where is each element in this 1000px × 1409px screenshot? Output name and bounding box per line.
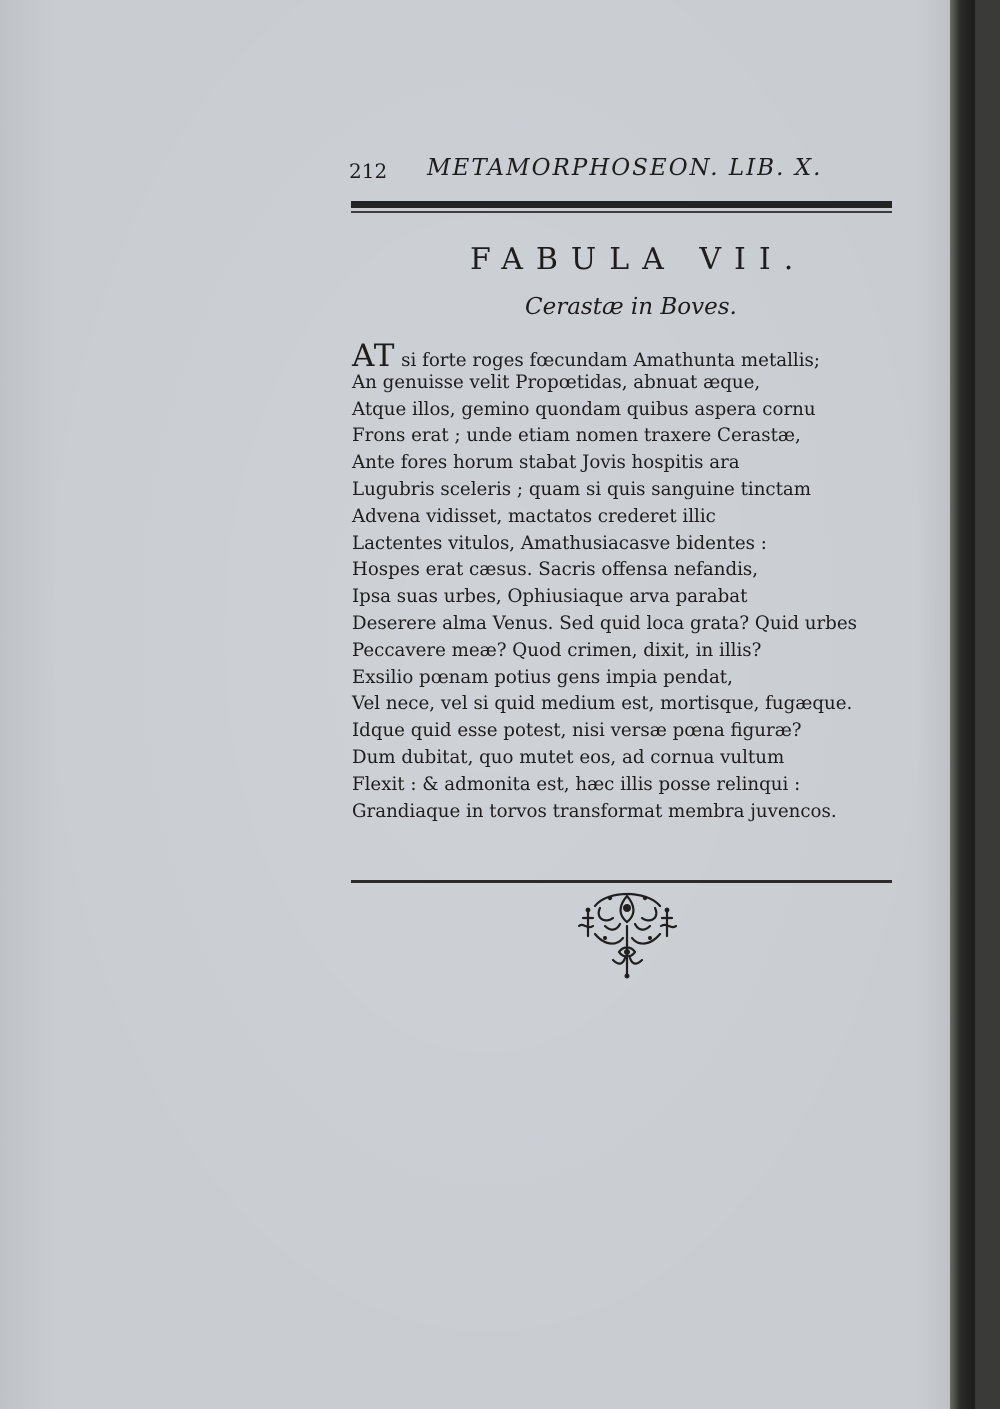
footer-rule: [351, 880, 892, 883]
verse-line: Ante fores horum stabat Jovis hospitis ara: [352, 452, 740, 474]
verse-line: Advena vidisset, mactatos crederet illic: [352, 505, 716, 527]
verse-line: Frons erat ; unde etiam nomen traxere Cerastæ,: [352, 425, 801, 447]
book-spine-shadow: [950, 0, 975, 1409]
fable-subtitle: Cerastæ in Boves.: [525, 294, 737, 320]
verse-line: Lactentes vitulos, Amathusiacasve bidentes :: [352, 532, 767, 554]
header-rule-thick: [351, 201, 892, 208]
floral-ornament-icon: [565, 886, 690, 981]
verse-text: si forte roges fœcundam Amathunta metallis;: [395, 350, 821, 371]
verse-line: Dum dubitat, quo mutet eos, ad cornua vultum: [352, 746, 785, 768]
fable-title: FABULA VII.: [470, 242, 807, 277]
verse-line: Flexit : & admonita est, hæc illis posse relinqui :: [352, 773, 801, 795]
page-number: 212: [349, 159, 388, 183]
verse-line: Exsilio pœnam potius gens impia pendat,: [352, 666, 733, 688]
header-rule-thin: [351, 211, 892, 213]
verse-line: Atque illos, gemino quondam quibus aspera cornu: [352, 398, 816, 420]
verse-line: Idque quid esse potest, nisi versæ pœna figuræ?: [352, 720, 802, 742]
verse-line: An genuisse velit Propœtidas, abnuat æque,: [352, 371, 761, 393]
drop-initial: AT: [352, 338, 396, 374]
verse-block: [352, 338, 872, 825]
verse-line: Lugubris sceleris ; quam si quis sanguine tinctam: [352, 478, 812, 500]
verse-line: Ipsa suas urbes, Ophiusiaque arva parabat: [352, 586, 748, 608]
verse-line: Deserere alma Venus. Sed quid loca grata? Quid urbes: [352, 612, 857, 634]
verse-line: Hospes erat cæsus. Sacris offensa nefandis,: [352, 559, 759, 581]
running-title: METAMORPHOSEON. LIB. X.: [427, 155, 823, 181]
verse-line: [352, 338, 872, 374]
verse-line: Peccavere meæ? Quod crimen, dixit, in illis?: [352, 639, 762, 661]
verse-line: Vel nece, vel si quid medium est, mortisque, fugæque.: [352, 693, 853, 715]
verse-line: Grandiaque in torvos transformat membra juvencos.: [352, 800, 837, 822]
running-head: [349, 155, 839, 187]
